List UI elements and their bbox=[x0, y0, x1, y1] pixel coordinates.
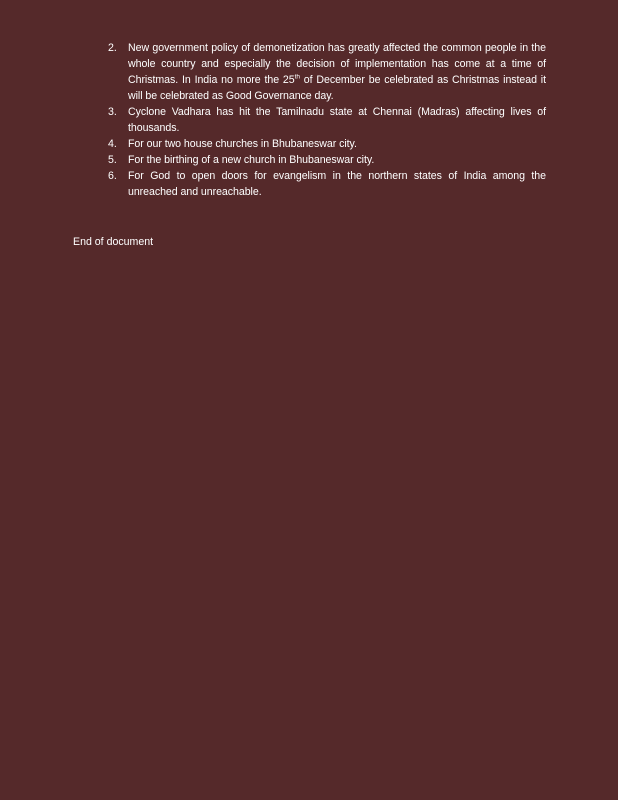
list-item-cyclone bbox=[90, 104, 546, 136]
list-item-number: 4. bbox=[108, 138, 117, 150]
text-part: New government policy of demonetization has greatly affected the common people in the whole country and especially the decision of implementation has come at a time of Christmas. In India no more the 25 bbox=[128, 42, 546, 86]
end-of-document-text: End of document bbox=[73, 236, 154, 248]
list-item-house-churches bbox=[90, 136, 546, 152]
list-item-text: For God to open doors for evangelism in the northern states of India among the unreached and unreachable. bbox=[128, 170, 546, 198]
list-item-number: 2. bbox=[108, 42, 117, 54]
list-item-evangelism bbox=[90, 168, 546, 200]
ordinal-suffix: th bbox=[294, 73, 300, 81]
list-item-demonetization bbox=[90, 40, 546, 104]
list-item-number: 5. bbox=[108, 154, 117, 166]
list-item-text: For the birthing of a new church in Bhubaneswar city. bbox=[128, 154, 375, 166]
text-part: of December be celebrated as Christmas instead it will be celebrated as Good Governance day. bbox=[128, 74, 547, 102]
list-item-text: For our two house churches in Bhubaneswar city. bbox=[128, 138, 357, 150]
list-item-number: 6. bbox=[108, 170, 117, 182]
list-item-number: 3. bbox=[108, 106, 117, 118]
list-item-new-church bbox=[90, 152, 546, 168]
prayer-request-list bbox=[90, 40, 546, 200]
list-item-text bbox=[128, 40, 546, 104]
list-item-text: Cyclone Vadhara has hit the Tamilnadu state at Chennai (Madras) affecting lives of thousands. bbox=[128, 106, 546, 134]
